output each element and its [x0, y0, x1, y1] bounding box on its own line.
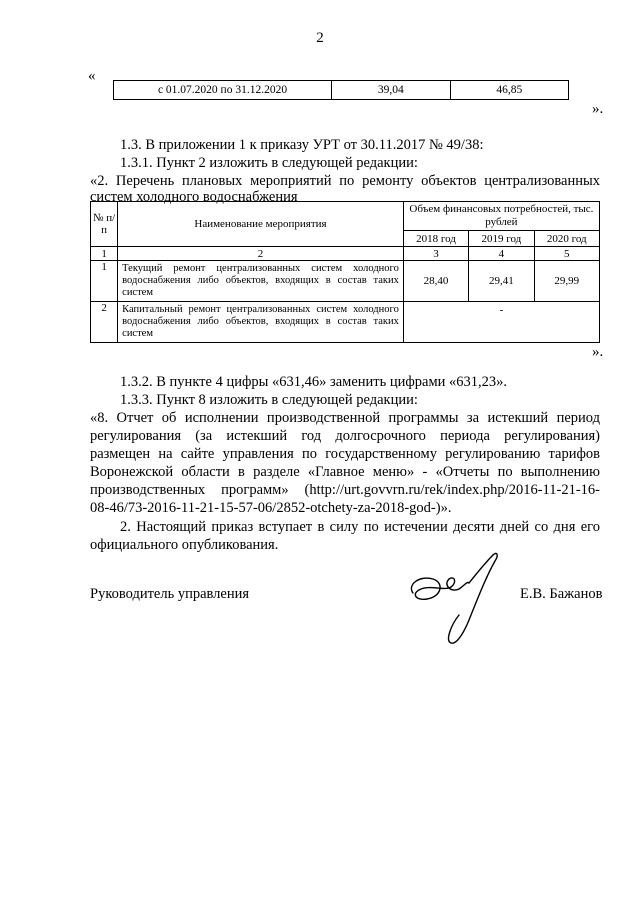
table-row	[91, 302, 600, 343]
paragraph-1-3-3: 1.3.3. Пункт 8 изложить в следующей редакции:	[120, 392, 418, 408]
handwritten-signature	[405, 545, 505, 650]
measures-table	[90, 201, 600, 343]
paragraph-1-3-2: 1.3.2. В пункте 4 цифры «631,46» заменить цифрами «631,23».	[120, 374, 508, 390]
header-year: 2018 год	[403, 231, 468, 247]
row-name: Текущий ремонт централизованных систем холодного водоснабжения либо объектов, входящих в состав таких систем	[118, 261, 404, 302]
table-row	[91, 261, 600, 302]
signer-name: Е.В. Бажанов	[520, 586, 603, 602]
col-number: 2	[118, 247, 404, 261]
header-volume: Объем финансовых потребностей, тыс. рублей	[403, 202, 599, 231]
tariff-table	[113, 80, 569, 100]
row-name: Капитальный ремонт централизованных систем холодного водоснабжения либо объектов, входящих в состав таких систем	[118, 302, 404, 343]
p8-line: «8. Отчет об исполнении производственной программы за истекший период	[90, 410, 600, 426]
value-cell: 39,04	[332, 81, 450, 100]
paragraph-2-line-2: официального опубликования.	[90, 537, 279, 553]
table-header-row	[91, 202, 600, 231]
col-number: 4	[469, 247, 534, 261]
table-row	[114, 81, 569, 100]
table-column-numbers-row	[91, 247, 600, 261]
list-title-line-2: систем холодного водоснабжения	[90, 189, 298, 205]
p8-line: Воронежской области в разделе «Главное меню» - «Отчеты по выполнению	[90, 464, 600, 480]
quote-close: ».	[592, 101, 604, 117]
p8-line: размещен на сайте управления по государственному регулированию тарифов	[90, 446, 600, 462]
page-number: 2	[316, 30, 324, 46]
header-num: № п/п	[91, 202, 118, 247]
col-number: 5	[534, 247, 599, 261]
paragraph-2-line-1: 2. Настоящий приказ вступает в силу по истечении десяти дней со дня его	[120, 519, 600, 535]
row-merged-value: -	[403, 302, 599, 343]
signer-title: Руководитель управления	[90, 586, 250, 602]
value-cell: 46,85	[450, 81, 568, 100]
p8-line: производственных программ» (http://urt.govvrn.ru/rek/index.php/2016-11-21-16-	[90, 482, 600, 498]
header-name: Наименование мероприятия	[118, 202, 404, 247]
list-title-line-1: «2. Перечень плановых мероприятий по ремонту объектов централизованных	[90, 173, 600, 189]
row-value-2018: 28,40	[403, 261, 468, 302]
header-year: 2020 год	[534, 231, 599, 247]
period-cell: с 01.07.2020 по 31.12.2020	[114, 81, 332, 100]
quote-close: ».	[592, 344, 604, 360]
row-num: 2	[91, 302, 118, 343]
col-number: 1	[91, 247, 118, 261]
paragraph-1-3-1: 1.3.1. Пункт 2 изложить в следующей редакции:	[120, 155, 418, 171]
quote-open: «	[88, 68, 96, 84]
row-value-2019: 29,41	[469, 261, 534, 302]
p8-line: 08-46/73-2016-11-21-15-57-06/2852-otchety-za-2018-god-)».	[90, 500, 452, 516]
row-num: 1	[91, 261, 118, 302]
col-number: 3	[403, 247, 468, 261]
row-value-2020: 29,99	[534, 261, 599, 302]
p8-line: регулирования (за истекший год долгосрочного периода регулирования)	[90, 428, 600, 444]
header-year: 2019 год	[469, 231, 534, 247]
paragraph-1-3: 1.3. В приложении 1 к приказу УРТ от 30.11.2017 № 49/38:	[120, 137, 484, 153]
